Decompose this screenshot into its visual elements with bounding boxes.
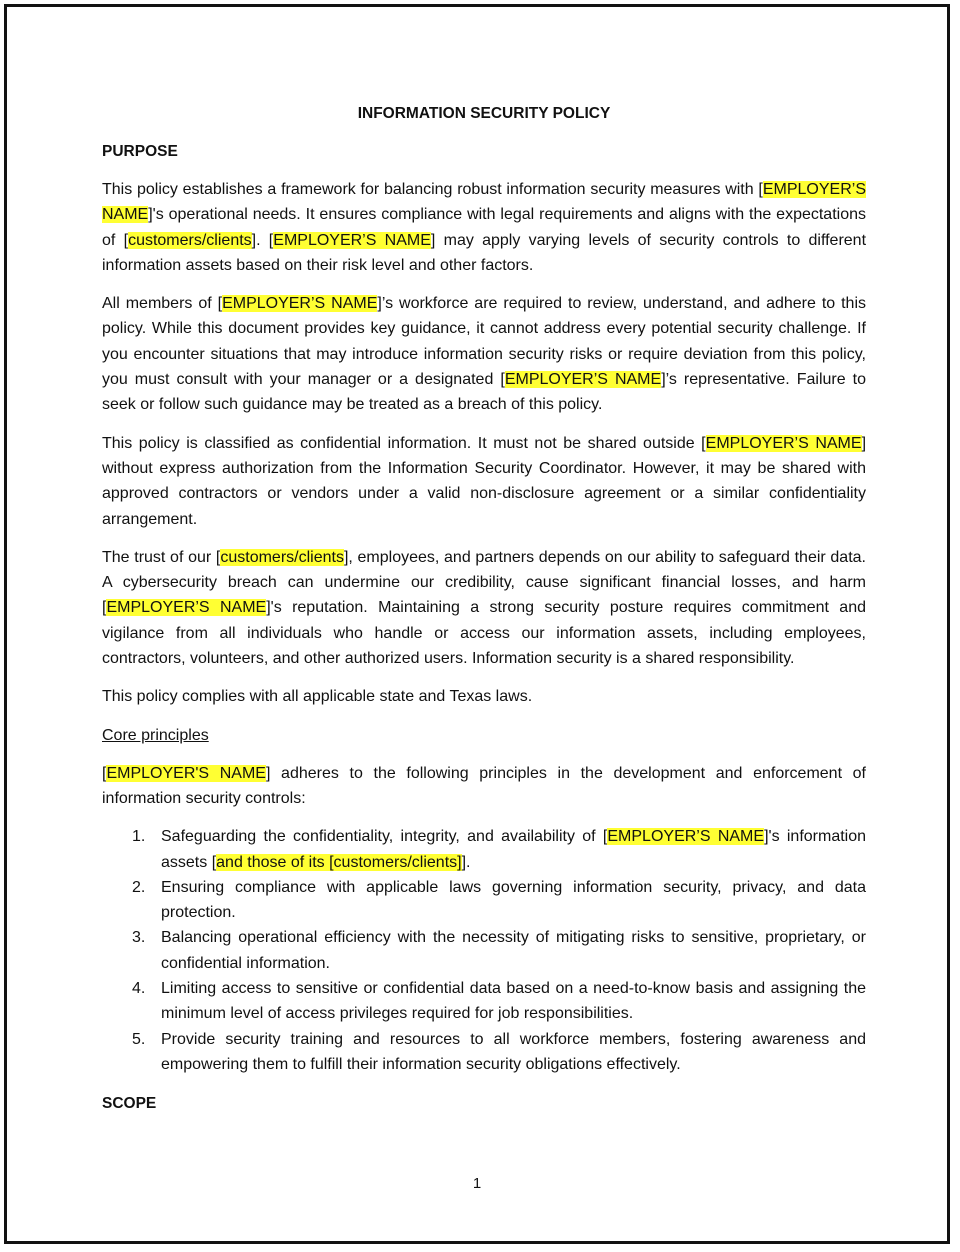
text-run: Safeguarding the confidentiality, integrity, and availability of [ (161, 828, 608, 846)
text-run: This policy is classified as confidential information. It must not be shared outside [ (102, 434, 706, 452)
text-run: ], employees, and partners depends on our ability to safeguard their data. A cybersecurity breach can undermine our credibility, cause significant financial losses, and harm [ (102, 548, 866, 617)
text-run: ]’s representative. Failure to seek or follow such guidance may be treated as a breach of this policy. (102, 371, 867, 414)
text-run: ]’s workforce are required to review, understand, and adhere to this policy. While this document provides key guidance, it cannot address every potential security challenge. If you encounter situations that may introduce information security risks or require deviation from this policy, you must consult with your manager or a designated [ (102, 295, 867, 389)
placeholder-highlight: EMPLOYER’S NAME (705, 434, 862, 452)
list-number: 5. (132, 1030, 146, 1048)
purpose-heading: PURPOSE (102, 143, 178, 160)
text-run: ]. [ (251, 231, 274, 249)
paragraph-4 (102, 545, 866, 671)
list-item-text: Provide security training and resources to all workforce members, fostering awareness and empowering them to fulfill their information security obligations effectively. (161, 1030, 866, 1073)
list-item-text: Limiting access to sensitive or confidential data based on a need-to-know basis and assigning the minimum level of access privileges required for job responsibilities. (161, 980, 866, 1023)
text-run: ]'s reputation. Maintaining a strong security posture requires commitment and vigilance from all individuals who handle or access our information assets, including employees, contractors, volunteers, and other authorized users. Information security is a shared responsibility. (102, 599, 866, 668)
list-item (102, 976, 866, 1027)
text-run: ] without express authorization from the Information Security Coordinator. However, it may be shared with approved contractors or vendors under a valid non-disclosure agreement or a similar confidentiality arrangement. (102, 434, 867, 528)
text-run: ] may apply varying levels of security controls to different information assets based on their risk level and other factors. (102, 231, 867, 274)
placeholder-highlight: EMPLOYER’S NAME (106, 599, 267, 617)
text-run: ]. (461, 853, 471, 871)
placeholder-highlight: customers/clients (128, 231, 252, 249)
list-item (102, 1027, 866, 1078)
list-item-text: Balancing operational efficiency with the necessity of mitigating risks to sensitive, proprietary, or confidential information. (161, 929, 866, 972)
document-page (4, 4, 950, 1244)
text-run: This policy establishes a framework for balancing robust information security measures with [ (102, 181, 763, 198)
placeholder-highlight: customers/clients (220, 548, 344, 566)
placeholder-highlight: EMPLOYER’S NAME (504, 371, 662, 389)
placeholder-highlight: EMPLOYER’S NAME (273, 231, 431, 249)
paragraph-2 (102, 291, 866, 417)
list-item (102, 875, 866, 926)
placeholder-highlight: EMPLOYER’S NAME (607, 828, 765, 846)
placeholder-highlight: EMPLOYER’S NAME (222, 295, 378, 313)
list-number: 2. (132, 878, 146, 896)
document-body (102, 101, 866, 1129)
placeholder-highlight: EMPLOYER’S NAME (102, 181, 866, 224)
scope-heading: SCOPE (102, 1095, 157, 1113)
paragraph-1 (102, 177, 866, 278)
list-item-text: Ensuring compliance with applicable laws governing information security, privacy, and data protection. (161, 878, 866, 922)
core-principles-heading: Core principles (102, 726, 209, 744)
paragraph-5: This policy complies with all applicable state and Texas laws. (102, 688, 533, 706)
text-run: All members of [ (102, 295, 223, 313)
list-item (102, 824, 866, 875)
paragraph-3 (102, 431, 866, 532)
document-title: INFORMATION SECURITY POLICY (357, 105, 611, 122)
list-number: 3. (132, 929, 146, 947)
paragraph-6 (102, 761, 866, 812)
placeholder-highlight: and those of its [customers/clients] (216, 853, 462, 871)
text-run: ]'s information assets [ (161, 828, 867, 871)
list-item (102, 925, 866, 976)
text-run: ]'s operational needs. It ensures compliance with legal requirements and aligns with the expectations of [ (102, 206, 866, 249)
text-run: The trust of our [ (102, 548, 221, 566)
principles-list (102, 824, 866, 1077)
list-number: 1. (132, 828, 146, 846)
list-number: 4. (132, 980, 146, 998)
text-run: ] adheres to the following principles in the development and enforcement of information security controls: (102, 764, 866, 807)
placeholder-highlight: EMPLOYER'S NAME (106, 764, 266, 782)
page-number: 1 (472, 1175, 482, 1192)
text-run: [ (102, 764, 107, 782)
